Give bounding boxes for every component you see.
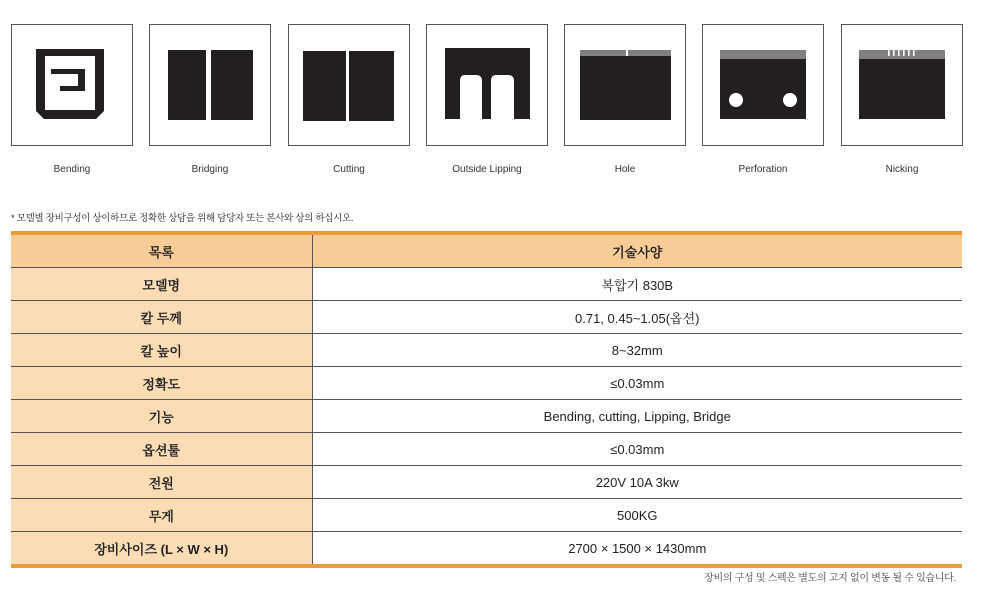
process-box-bending <box>11 24 133 146</box>
spec-row-label: 무게 <box>11 499 312 532</box>
process-box-perforation <box>702 24 824 146</box>
spec-row-label: 옵션툴 <box>11 433 312 466</box>
spec-row-label: 모델명 <box>11 268 312 301</box>
perforation-icon <box>703 25 823 145</box>
process-label-outside-lipping: Outside Lipping <box>452 164 522 175</box>
process-label-cutting: Cutting <box>333 164 365 175</box>
spec-row-label: 장비사이즈 (L × W × H) <box>11 532 312 567</box>
spec-row-value: ≤0.03mm <box>312 367 962 400</box>
spec-row <box>11 400 962 433</box>
process-icon-row <box>11 24 963 184</box>
process-card-nicking <box>841 24 963 175</box>
consultation-note: * 모델별 장비구성이 상이하므로 정확한 상담을 위해 담당자 또는 본사와 상의 하십시오. <box>11 213 354 224</box>
spec-row-value: 0.71, 0.45~1.05(옵션) <box>312 301 962 334</box>
spec-row <box>11 466 962 499</box>
spec-row-label: 전원 <box>11 466 312 499</box>
process-card-perforation <box>702 24 824 175</box>
process-label-perforation: Perforation <box>738 164 788 175</box>
spec-row <box>11 532 962 567</box>
process-label-bridging: Bridging <box>191 164 229 175</box>
process-card-outside-lipping <box>426 24 548 175</box>
spec-row-value: 복합기 830B <box>312 268 962 301</box>
outside-lipping-icon <box>427 25 547 145</box>
spec-row-label: 기능 <box>11 400 312 433</box>
process-card-bridging <box>149 24 271 175</box>
spec-row <box>11 268 962 301</box>
spec-row-label: 칼 높이 <box>11 334 312 367</box>
cutting-icon <box>289 25 409 145</box>
process-label-bending: Bending <box>53 164 91 175</box>
process-label-hole: Hole <box>614 164 636 175</box>
process-box-nicking <box>841 24 963 146</box>
spec-row-value: 220V 10A 3kw <box>312 466 962 499</box>
spec-row <box>11 301 962 334</box>
spec-row-label: 정확도 <box>11 367 312 400</box>
spec-row-value: 2700 × 1500 × 1430mm <box>312 532 962 567</box>
process-card-bending <box>11 24 133 175</box>
spec-row-value: Bending, cutting, Lipping, Bridge <box>312 400 962 433</box>
bending-icon <box>12 25 132 145</box>
spec-row <box>11 367 962 400</box>
spec-row <box>11 499 962 532</box>
spec-row <box>11 334 962 367</box>
spec-table <box>11 231 962 568</box>
spec-row <box>11 433 962 466</box>
spec-header-item: 목록 <box>11 233 312 268</box>
process-card-cutting <box>288 24 410 175</box>
spec-row-label: 칼 두께 <box>11 301 312 334</box>
spec-row-value: 8~32mm <box>312 334 962 367</box>
process-box-hole <box>564 24 686 146</box>
process-card-hole <box>564 24 686 175</box>
process-box-cutting <box>288 24 410 146</box>
nicking-icon <box>842 25 962 145</box>
bridging-icon <box>150 25 270 145</box>
process-box-bridging <box>149 24 271 146</box>
spec-row-value: 500KG <box>312 499 962 532</box>
spec-header-row <box>11 233 962 268</box>
process-label-nicking: Nicking <box>885 164 919 175</box>
spec-change-footnote: 장비의 구성 및 스펙은 별도의 고지 없이 변동 될 수 있습니다. <box>704 573 956 584</box>
spec-header-spec: 기술사양 <box>312 233 962 268</box>
hole-icon <box>565 25 685 145</box>
process-box-outside-lipping <box>426 24 548 146</box>
spec-row-value: ≤0.03mm <box>312 433 962 466</box>
